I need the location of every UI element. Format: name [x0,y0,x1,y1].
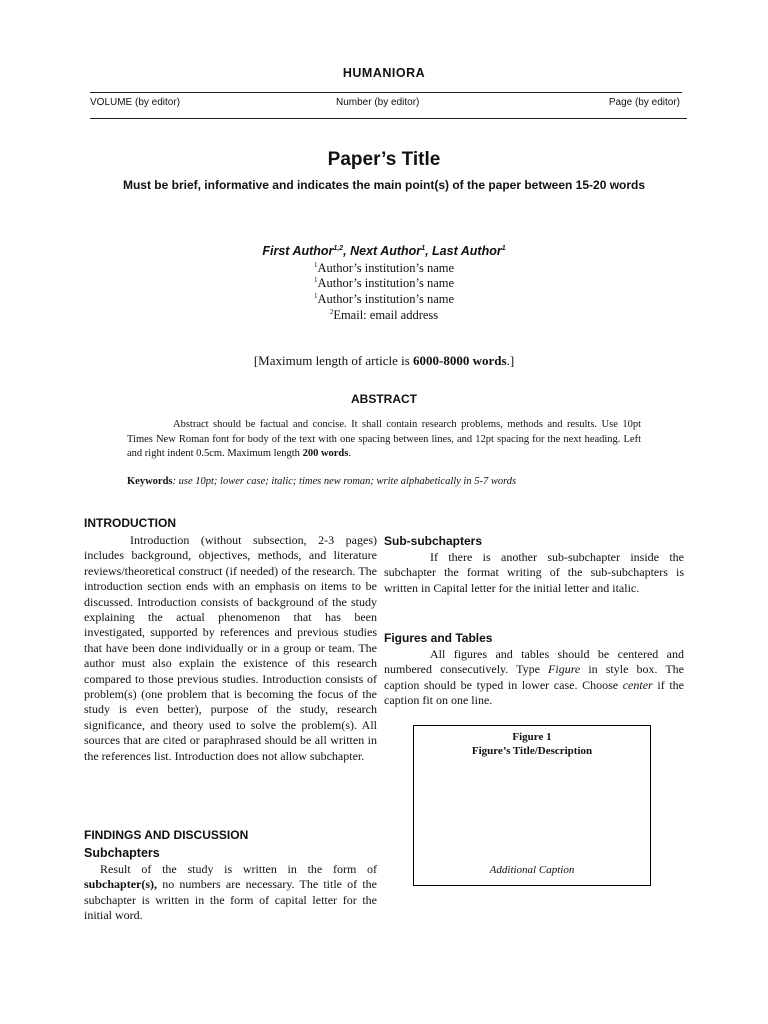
max-length-note [0,353,768,369]
findings-text-end: no numbers are necessary. The title of the subchapter is written in the form of capital letter for the initial word. [84,877,377,923]
next-author: Next Author [350,244,422,258]
subchapters-heading: Subchapters [84,846,160,860]
figures-text: if the caption fit on one line. [384,677,684,708]
author-separator: , [343,244,351,258]
findings-heading: FINDINGS AND DISCUSSION [84,828,249,842]
abstract-body [127,418,641,462]
institution-text: Author’s institution’s name [317,292,455,307]
paper-title: Paper’s Title [327,149,441,170]
first-author: First Author [262,244,334,258]
keywords [127,476,641,487]
last-author: Last Author [432,244,502,258]
institution-sup: 1 [313,261,318,269]
figures-heading: Figures and Tables [384,631,493,645]
abstract-heading: ABSTRACT [351,392,417,406]
keywords-text: : use 10pt; lower case; italic; times new roman; write alphabetically in 5-7 words [172,476,517,487]
introduction-heading: INTRODUCTION [84,516,176,530]
figures-italic: center [622,677,653,692]
email-text: Email: email address [333,308,439,323]
figure-caption: Additional Caption [489,864,575,876]
introduction-body: Introduction (without subsection, 2-3 pages) includes background, objectives, methods, and literature reviews/theoretical construct (if needed) of the research. The introduction section ends with an emphasis on items to be discussed. Introduction consists of background of the study explaining the actual phenomenon that has been investigated, supported by references and previous studies that have been done individually or in a group or team. The author must also explain the existence of this research compared to those previous studies. Introduction consists of problem(s) (one problem that is becoming the focus of the study is even better), purpose of the study, research significance, and theory used to solve the problem(s). All sources that are cited or paraphrased should be all written in the references list. Introduction does not allow subchapter. [84,533,377,763]
institution-text: Author’s institution’s name [317,276,455,291]
figures-text: All figures and tables should be centered and numbered consecutively. Type [384,647,684,677]
subsubchapters-heading: Sub-subchapters [384,534,483,548]
institution-sup: 1 [313,276,318,284]
abstract-end: . [348,448,351,460]
first-author-sup: 1,2 [333,244,344,252]
abstract-max-words: 200 words [302,448,349,460]
abstract-text: Abstract should be factual and concise. It shall contain research problems, methods and results. Use 10pt Times New Roman font for body of the text with one spacing between lines, and 12pt spacing for the next heading. Left and right indent 0.5cm. Maximum length [127,419,641,460]
institution-2 [0,276,768,291]
subsubchapters-body: If there is another sub-subchapter inside the subchapter the format writing of the sub-subchapters is written in Capital letter for the initial letter and italic. [384,550,684,595]
header-rule-bottom [90,118,687,119]
figures-italic: Figure [548,662,581,677]
page-label: Page (by editor) [608,97,680,108]
header-rule-top [90,92,682,93]
email-sup: 2 [329,308,334,316]
institution-1 [0,261,768,276]
institution-sup: 1 [313,292,318,300]
figure-box [413,725,651,886]
number-label: Number (by editor) [336,97,420,108]
keywords-label: Keywords [127,476,173,487]
figure-title: Figure’s Title/Description [471,745,593,757]
institution-3 [0,292,768,307]
findings-text: Result of the study is written in the form of [100,862,377,876]
author-separator: , [425,244,433,258]
institution-text: Author’s institution’s name [317,261,455,276]
max-length-prefix: [Maximum length of article is [253,353,414,368]
author-email [0,308,768,323]
volume-label: VOLUME (by editor) [90,97,181,108]
figures-text: in style box. The caption should be typed in lower case. Choose [384,662,685,692]
paper-subtitle: Must be brief, informative and indicates the main point(s) of the paper between 15-20 words [122,178,646,192]
figures-body [384,647,684,709]
last-author-sup: 1 [501,244,506,252]
journal-name: HUMANIORA [342,66,426,80]
max-length-suffix: .] [506,353,515,368]
figure-label: Figure 1 [512,731,552,743]
next-author-sup: 1 [421,244,426,252]
author-list [0,244,768,258]
findings-body [84,862,377,924]
max-length-value: 6000-8000 words [413,353,507,368]
findings-bold: subchapter(s), [84,877,158,892]
